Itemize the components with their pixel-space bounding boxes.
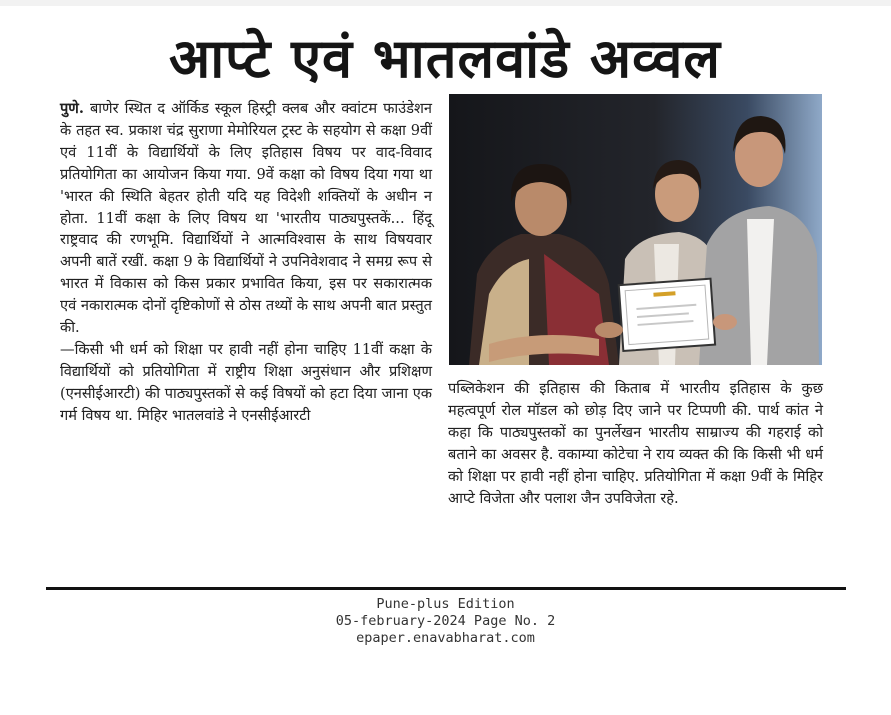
top-strip [0,0,891,6]
edition-label: Pune-plus Edition [376,596,515,612]
date-page-label: 05-february-2024 Page No. 2 [335,613,556,629]
article-left-column [60,98,432,427]
headline: आप्टे एवं भातलवांडे अव्वल [168,27,721,90]
article-intro-paragraph [60,98,432,339]
article-intro-text: बाणेर स्थित द ऑर्किड स्कूल हिस्ट्री क्लब और क्वांटम फाउंडेशन के तहत स्व. प्रकाश चंद्र सुराणा मेमोरियल ट्रस्ट के सहयोग से कक्षा 9वीं एवं 11वीं के विद्यार्थियों के लिए इतिहास विषय पर वाद-विवाद प्रतियोगिता का आयोजन किया गया. 9वें कक्षा को विषय दिया गया था 'भारत की स्थिति बेहतर होती यदि यह विदेशी शक्तियों के अधीन न होता. 11वीं कक्षा के लिए विषय था 'भारतीय पाठ्यपुस्तकें... हिंदू राष्ट्रवाद की रणभूमि. विद्यार्थियों ने आत्मविश्वास के साथ विषयवार अपनी बातें रखीं. कक्षा 9 के विद्यार्थियों ने उपनिवेशवाद ने समग्र रूप से भारत में विकास को किस प्रकार प्रभावित किया, इस पर सकारात्मक एवं नकारात्मक दोनों दृष्टिकोणों से ठोस तथ्यों के साथ अपनी बात प्रस्तुत की. [60,100,432,337]
article-right-paragraph: पब्लिकेशन की इतिहास की किताब में भारतीय इतिहास के कुछ महत्वपूर्ण रोल मॉडल को छोड़ दिए जाने पर टिप्पणी की. पार्थ कांत ने कहा कि पाठ्यपुस्तकों का पुनर्लेखन भारतीय साम्राज्य की गहराई को बताने का अवसर है. वकाम्या कोटेचा ने राय व्यक्त की कि किसी भी धर्म को शिक्षा पर हावी नहीं होना चाहिए. प्रतियोगिता में कक्षा 9वीं के मिहिर आप्टे विजेता और पलाश जैन उपविजेता रहे. [448,380,823,507]
page-footer [0,596,891,647]
article-second-paragraph: —किसी भी धर्म को शिक्षा पर हावी नहीं होना चाहिए 11वीं कक्षा के विद्यार्थियों को प्रतियोगिता में राष्ट्रीय शिक्षा अनुसंधान और प्रशिक्षण (एनसीईआरटी) की पाठ्यपुस्तकों से कई विषयों को हटा दिया जाना एक गर्म विषय था. मिहिर भातलवांडे ने एनसीईआरटी [60,340,432,424]
dateline: पुणे. [60,100,84,117]
news-photo [449,94,822,365]
site-url: epaper.enavabharat.com [356,630,535,646]
award-ceremony-photo [449,94,822,365]
bottom-rule [46,587,846,590]
article-right-column [448,378,823,509]
